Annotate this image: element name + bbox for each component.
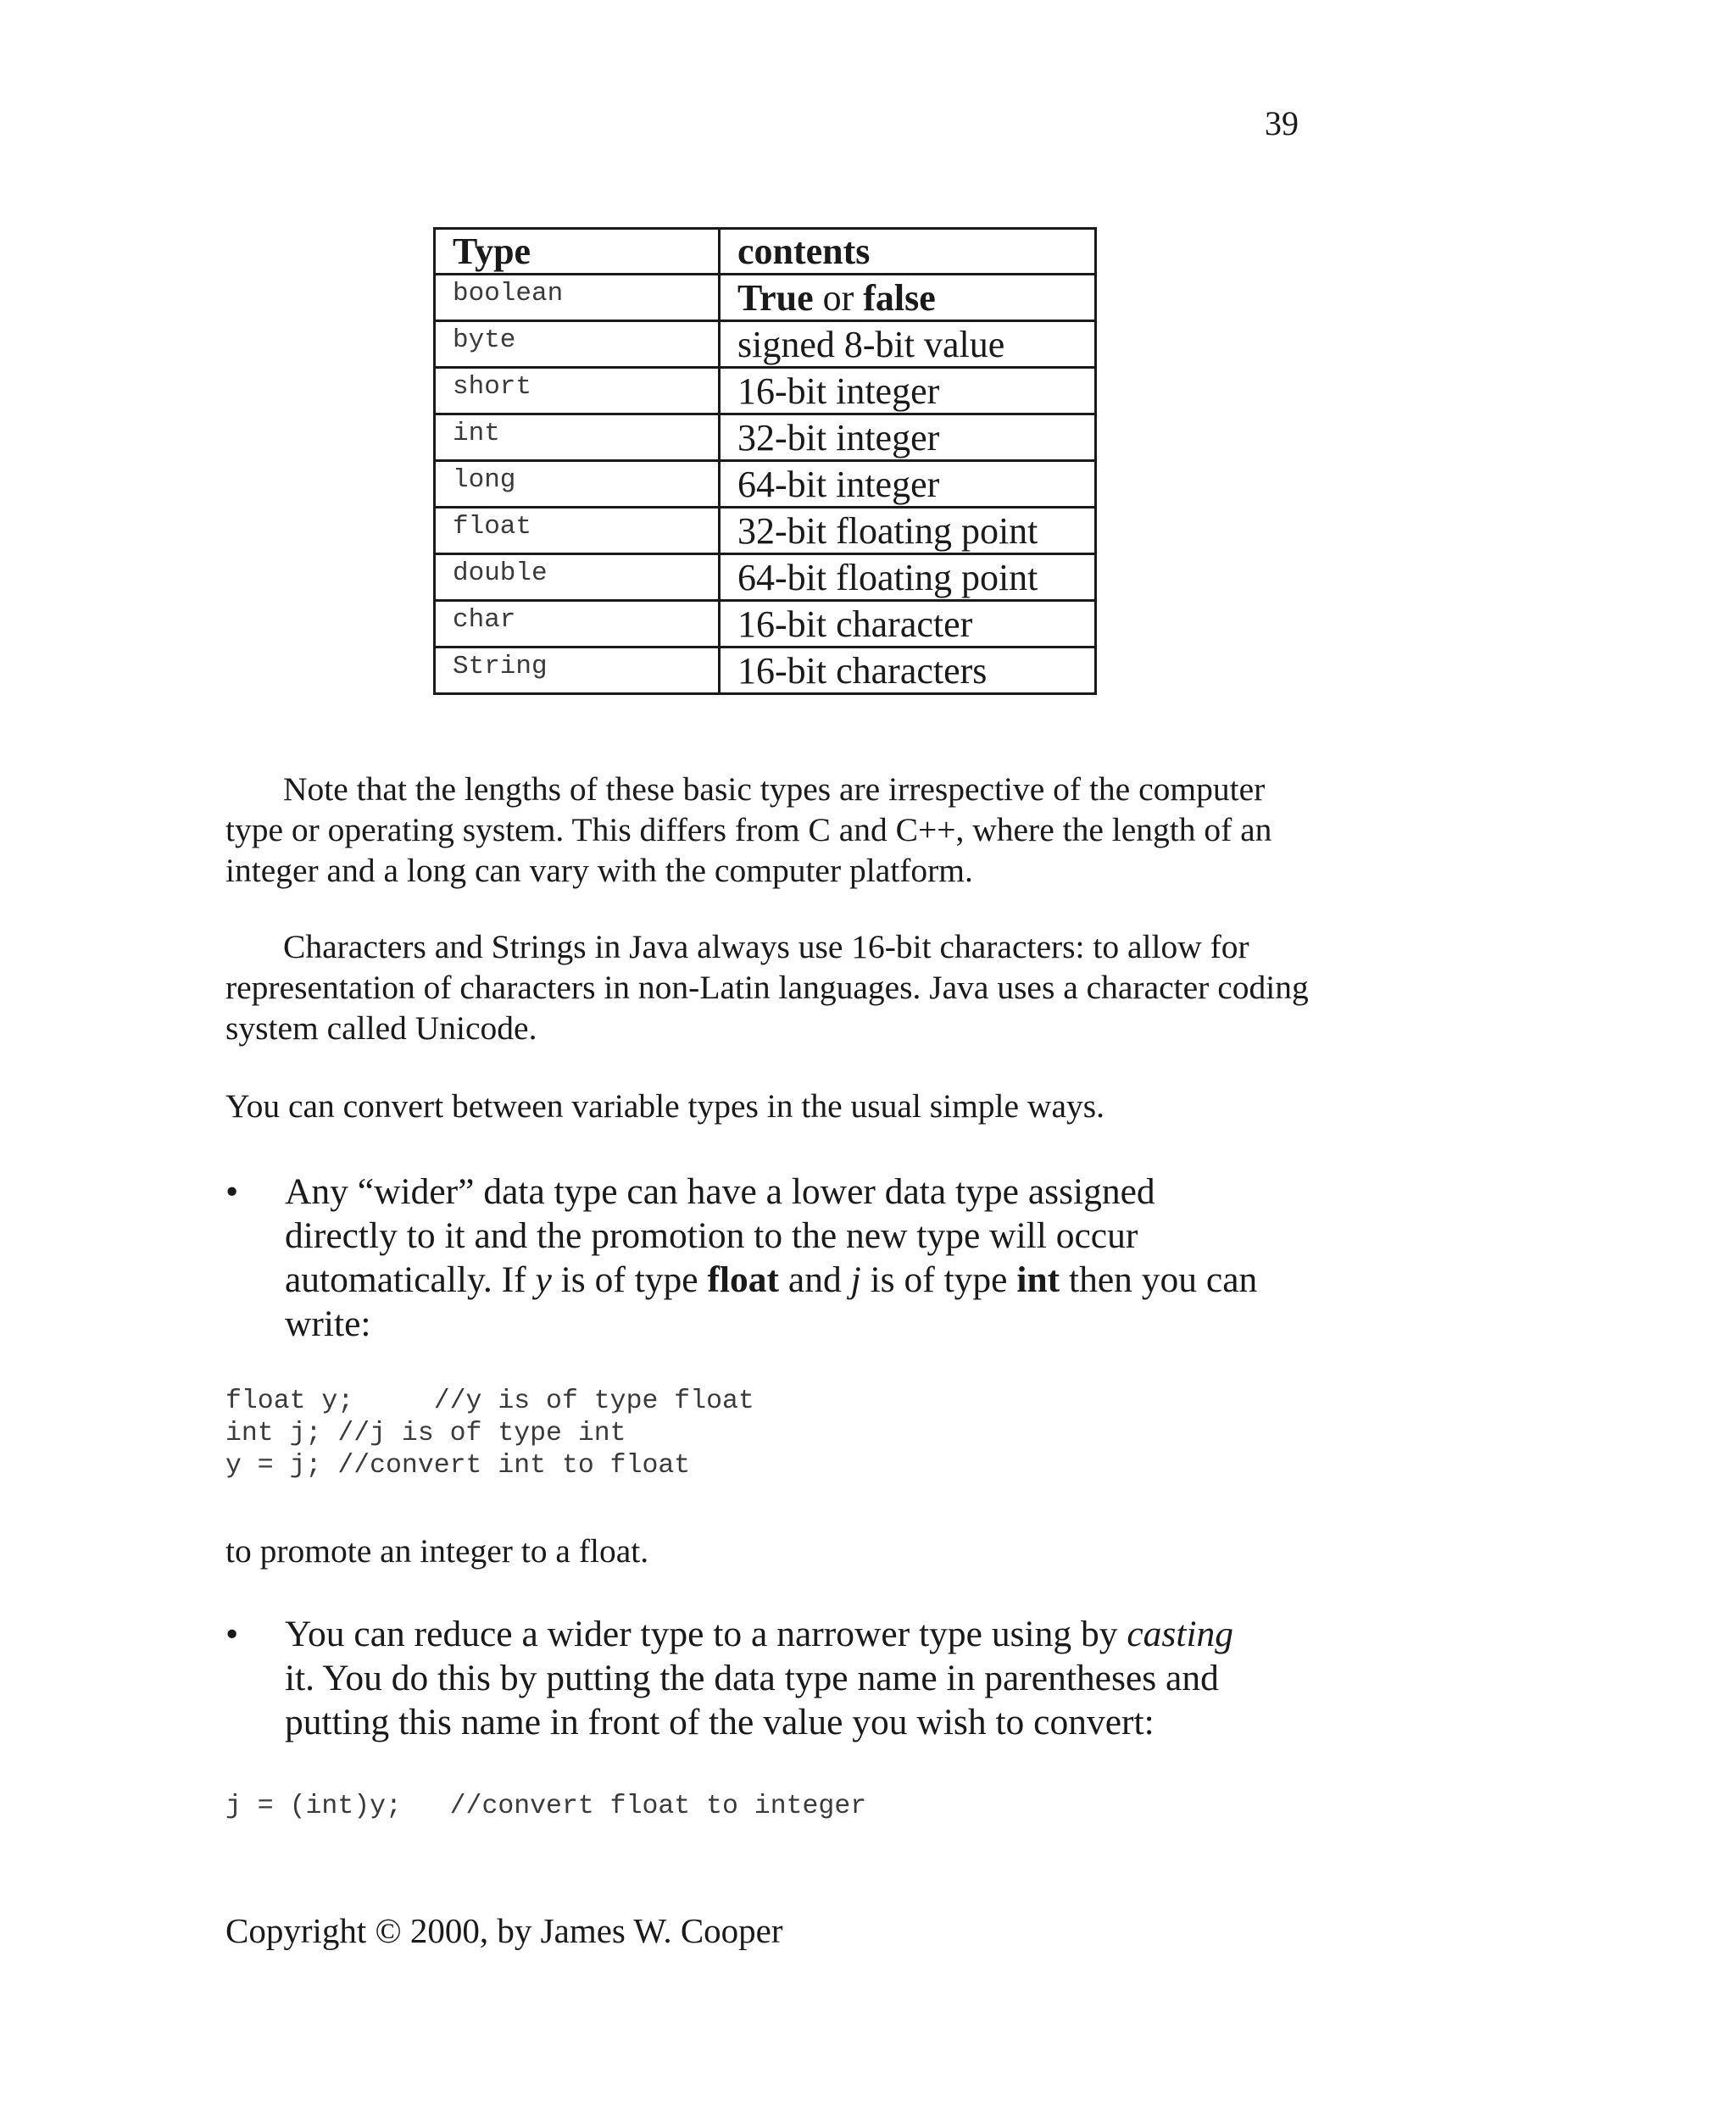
contents-cell <box>720 275 1096 321</box>
paragraph-unicode: Characters and Strings in Java always use 16-bit characters: to allow for representation of characters in non-Latin languages. Java uses a character coding system called Unicode. <box>225 928 1309 1047</box>
type-cell: double <box>435 554 720 601</box>
bullet-marker: • <box>225 1614 239 1654</box>
table-header-contents: contents <box>720 229 1096 275</box>
type-cell: char <box>435 601 720 647</box>
bullet-text <box>285 1170 1319 1346</box>
table-row <box>435 647 1096 694</box>
type-cell: boolean <box>435 275 720 321</box>
bullet-text <box>285 1612 1319 1744</box>
type-cell: float <box>435 508 720 554</box>
table-row <box>435 321 1096 368</box>
contents-cell: 64-bit floating point <box>720 554 1096 601</box>
bullet-marker: • <box>225 1171 239 1212</box>
paragraph-type-lengths: Note that the lengths of these basic types are irrespective of the computer type or operating system. This differs from C and C++, where the length of an integer and a long can vary with the computer platform. <box>225 770 1272 889</box>
text-run: then you can <box>1060 1259 1258 1300</box>
type-cell: short <box>435 368 720 414</box>
table-row <box>435 601 1096 647</box>
text-run: automatically. If <box>285 1259 536 1300</box>
type-cell: byte <box>435 321 720 368</box>
keyword-int: int <box>1016 1259 1060 1300</box>
paragraph-convert-intro: You can convert between variable types in the usual simple ways. <box>225 1087 1104 1125</box>
contents-cell: 32-bit integer <box>720 414 1096 461</box>
keyword-float: float <box>707 1259 780 1300</box>
table-row <box>435 554 1096 601</box>
contents-cell: 64-bit integer <box>720 461 1096 508</box>
bullet-line <box>285 1258 1319 1302</box>
text-run: is of type <box>860 1259 1017 1300</box>
contents-cell: 16-bit characters <box>720 647 1096 694</box>
text-run: You can reduce a wider type to a narrower type using by <box>285 1614 1127 1654</box>
bullet-line: Any “wider” data type can have a lower data type assigned <box>285 1171 1155 1212</box>
page-number: 39 <box>1265 104 1299 142</box>
true-label: True <box>737 276 814 319</box>
text-run: is of type <box>551 1259 708 1300</box>
var-y: y <box>535 1259 552 1300</box>
copyright-footer: Copyright © 2000, by James W. Cooper <box>225 1911 783 1950</box>
table-row <box>435 508 1096 554</box>
type-cell: int <box>435 414 720 461</box>
paragraph-promote: to promote an integer to a float. <box>225 1532 649 1570</box>
contents-cell: signed 8-bit value <box>720 321 1096 368</box>
or-label: or <box>813 276 864 319</box>
table-header-type: Type <box>435 229 720 275</box>
bullet-line <box>285 1612 1319 1656</box>
code-block-casting: j = (int)y; //convert float to integer <box>225 1792 867 1821</box>
contents-cell: 32-bit floating point <box>720 508 1096 554</box>
type-cell: String <box>435 647 720 694</box>
table-row <box>435 275 1096 321</box>
table-row <box>435 461 1096 508</box>
contents-cell: 16-bit character <box>720 601 1096 647</box>
data-types-table <box>433 227 1097 695</box>
table-header-row <box>435 229 1096 275</box>
contents-cell: 16-bit integer <box>720 368 1096 414</box>
code-block-widening: float y; //y is of type float int j; //j is of type int y = j; //convert int to float <box>225 1387 754 1481</box>
var-j: j <box>850 1259 861 1300</box>
table-row <box>435 414 1096 461</box>
term-casting: casting <box>1127 1614 1234 1654</box>
bullet-line: it. You do this by putting the data type name in parentheses and <box>285 1658 1219 1698</box>
bullet-line: directly to it and the promotion to the new type will occur <box>285 1215 1138 1256</box>
bullet-line: write: <box>285 1303 371 1344</box>
false-label: false <box>863 276 936 319</box>
bullet-line: putting this name in front of the value you wish to convert: <box>285 1702 1155 1742</box>
text-run: and <box>779 1259 851 1300</box>
table-row <box>435 368 1096 414</box>
type-cell: long <box>435 461 720 508</box>
